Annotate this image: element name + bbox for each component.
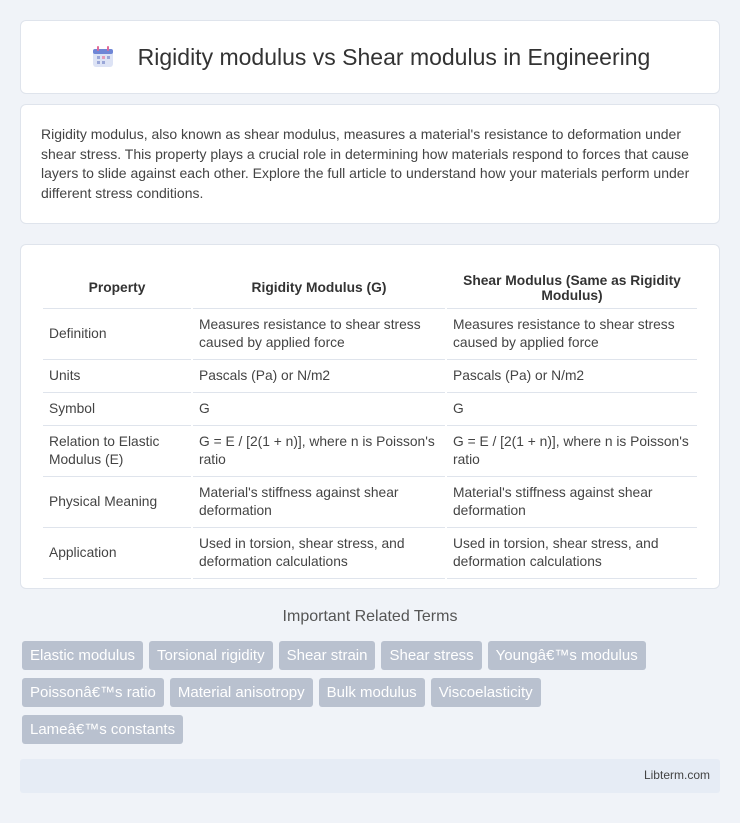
table-cell: Used in torsion, shear stress, and deformation calculations [447,528,697,579]
table-cell: Pascals (Pa) or N/m2 [193,360,445,393]
related-term-tag[interactable]: Poissonâ€™s ratio [22,678,164,707]
table-cell: Material's stiffness against shear deformation [447,477,697,528]
related-term-tag[interactable]: Material anisotropy [170,678,313,707]
table-row [43,528,697,579]
related-term-tag[interactable]: Shear strain [279,641,376,670]
related-terms-list [22,641,702,744]
table-cell: Relation to Elastic Modulus (E) [43,426,191,477]
page-title: Rigidity modulus vs Shear modulus in Engineering [137,43,651,70]
header-rigidity-modulus: Rigidity Modulus (G) [193,261,445,309]
table-cell: Physical Meaning [43,477,191,528]
table-cell: Material's stiffness against shear deformation [193,477,445,528]
related-term-tag[interactable]: Elastic modulus [22,641,143,670]
intro-paragraph: Rigidity modulus, also known as shear modulus, measures a material's resistance to deformation under shear stress. This property plays a crucial role in determining how materials respond to forces that cause layers to slide against each other. Explore the full article to understand how your materials perform under different stress conditions. [41,126,690,201]
table-row [43,393,697,426]
table-cell: G [447,393,697,426]
related-term-tag[interactable]: Bulk modulus [319,678,425,707]
comparison-card [20,244,720,589]
intro-card [20,104,720,224]
related-term-tag[interactable]: Shear stress [381,641,481,670]
table-cell: G [193,393,445,426]
table-row [43,477,697,528]
header-property: Property [43,261,191,309]
table-row [43,426,697,477]
table-cell: Measures resistance to shear stress caused by applied force [193,309,445,360]
header-shear-modulus: Shear Modulus (Same as Rigidity Modulus) [447,261,697,309]
related-term-tag[interactable]: Torsional rigidity [149,641,273,670]
title-card [20,20,720,94]
related-term-tag[interactable]: Viscoelasticity [431,678,541,707]
table-cell: Units [43,360,191,393]
related-term-tag[interactable]: Youngâ€™s modulus [488,641,646,670]
table-cell: Measures resistance to shear stress caused by applied force [447,309,697,360]
table-cell: G = E / [2(1 + n)], where n is Poisson's ratio [193,426,445,477]
related-terms-title: Important Related Terms [282,608,458,625]
table-cell: Definition [43,309,191,360]
table-row [43,360,697,393]
related-term-tag[interactable]: Lameâ€™s constants [22,715,183,744]
table-header-row [43,261,697,309]
table-cell: Application [43,528,191,579]
calendar-icon [90,44,116,70]
table-cell: Used in torsion, shear stress, and deformation calculations [193,528,445,579]
footer-site-link[interactable]: Libterm.com [643,768,710,782]
table-cell: Pascals (Pa) or N/m2 [447,360,697,393]
table-cell: G = E / [2(1 + n)], where n is Poisson's ratio [447,426,697,477]
comparison-table [41,261,699,579]
table-row [43,309,697,360]
table-cell: Symbol [43,393,191,426]
footer [20,759,720,793]
